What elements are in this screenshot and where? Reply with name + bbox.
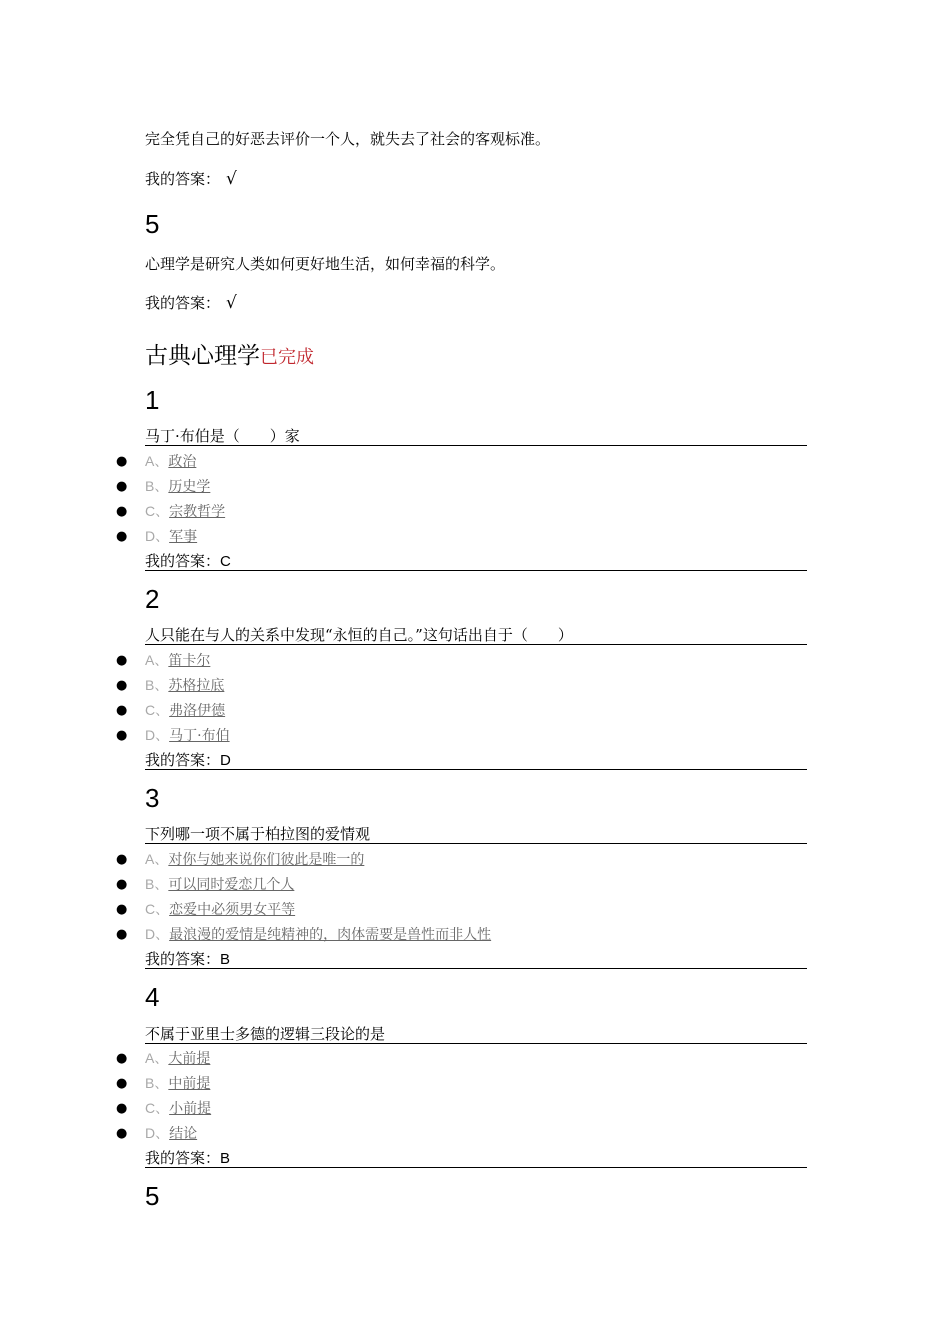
answer-value: C <box>220 553 231 570</box>
section-title <box>145 337 314 370</box>
answer-label: 我的答案： <box>145 552 221 570</box>
option-d[interactable]: ● D、马丁·布伯 <box>145 723 807 748</box>
option-d[interactable]: ● D、最浪漫的爱情是纯精神的，肉体需要是兽性而非人性 <box>145 922 807 947</box>
bullet-icon: ● <box>116 927 128 942</box>
option-link[interactable]: 马丁·布伯 <box>169 728 230 744</box>
answer-label: 我的答案： <box>145 294 221 312</box>
option-c[interactable]: ● C、弗洛伊德 <box>145 698 807 723</box>
option-c[interactable]: ● C、恋爱中必须男女平等 <box>145 897 807 922</box>
option-list <box>116 449 807 549</box>
question-number: 2 <box>145 584 160 614</box>
option-link[interactable]: 恋爱中必须男女平等 <box>169 902 296 918</box>
option-link[interactable]: 对你与她来说你们彼此是唯一的 <box>168 852 365 868</box>
question-number: 3 <box>145 783 160 813</box>
bullet-icon: ● <box>116 1126 128 1141</box>
answer-label: 我的答案： <box>145 950 221 968</box>
question-number: 5 <box>145 209 160 239</box>
answer-value: B <box>220 1150 231 1167</box>
my-answer <box>145 552 807 571</box>
option-link[interactable]: 笛卡尔 <box>168 653 211 669</box>
bullet-icon: ● <box>116 479 128 494</box>
bullet-icon: ● <box>116 504 128 519</box>
option-link[interactable]: 军事 <box>169 529 198 545</box>
bullet-icon: ● <box>116 454 128 469</box>
option-d[interactable]: ● D、结论 <box>145 1121 807 1146</box>
option-a[interactable]: ● A、政治 <box>145 449 807 474</box>
bullet-icon: ● <box>116 902 128 917</box>
section-name: 古典心理学 <box>145 343 260 369</box>
option-c[interactable]: ● C、小前提 <box>145 1096 807 1121</box>
option-link[interactable]: 可以同时爱恋几个人 <box>168 877 295 893</box>
option-link[interactable]: 宗教哲学 <box>169 504 226 520</box>
option-b[interactable]: ● B、中前提 <box>145 1071 807 1096</box>
bullet-icon: ● <box>116 1076 128 1091</box>
answer-value: B <box>220 951 231 968</box>
question-text: 不属于亚里士多德的逻辑三段论的是 <box>145 1025 807 1044</box>
question-number: 5 <box>145 1181 160 1211</box>
option-link[interactable]: 小前提 <box>169 1101 212 1117</box>
option-link[interactable]: 政治 <box>168 454 197 470</box>
question-text: 人只能在与人的关系中发现“永恒的自己。”这句话出自于（ ） <box>145 626 807 645</box>
option-link[interactable]: 最浪漫的爱情是纯精神的，肉体需要是兽性而非人性 <box>169 927 492 943</box>
option-link[interactable]: 历史学 <box>168 479 211 495</box>
bullet-icon: ● <box>116 877 128 892</box>
option-c[interactable]: ● C、宗教哲学 <box>145 499 807 524</box>
bullet-icon: ● <box>116 529 128 544</box>
bullet-icon: ● <box>116 852 128 867</box>
question-text: 马丁·布伯是（ ）家 <box>145 427 807 446</box>
option-link[interactable]: 中前提 <box>168 1076 211 1092</box>
option-b[interactable]: ● B、苏格拉底 <box>145 673 807 698</box>
option-list <box>116 648 807 748</box>
option-a[interactable]: ● A、对你与她来说你们彼此是唯一的 <box>145 847 807 872</box>
option-b[interactable]: ● B、历史学 <box>145 474 807 499</box>
option-list <box>116 847 807 947</box>
bullet-icon: ● <box>116 703 128 718</box>
bullet-icon: ● <box>116 653 128 668</box>
option-d[interactable]: ● D、军事 <box>145 524 807 549</box>
option-a[interactable]: ● A、笛卡尔 <box>145 648 807 673</box>
question-text: 下列哪一项不属于柏拉图的爱情观 <box>145 825 807 844</box>
my-answer <box>145 1149 807 1168</box>
option-list <box>116 1046 807 1146</box>
my-answer <box>145 950 807 969</box>
option-link[interactable]: 结论 <box>169 1126 198 1142</box>
bullet-icon: ● <box>116 728 128 743</box>
answer-label: 我的答案： <box>145 170 221 188</box>
question-text: 完全凭自己的好恶去评价一个人，就失去了社会的客观标准。 <box>145 130 551 148</box>
option-a[interactable]: ● A、大前提 <box>145 1046 807 1071</box>
bullet-icon: ● <box>116 1101 128 1116</box>
bullet-icon: ● <box>116 1051 128 1066</box>
check-mark-icon: √ <box>226 169 237 189</box>
question-number: 4 <box>145 982 160 1012</box>
option-b[interactable]: ● B、可以同时爱恋几个人 <box>145 872 807 897</box>
check-mark-icon: √ <box>226 293 237 313</box>
section-status: 已完成 <box>260 347 314 368</box>
bullet-icon: ● <box>116 678 128 693</box>
my-answer <box>145 751 807 770</box>
my-answer <box>145 168 237 189</box>
answer-label: 我的答案： <box>145 751 221 769</box>
option-link[interactable]: 弗洛伊德 <box>169 703 226 719</box>
option-link[interactable]: 大前提 <box>168 1051 211 1067</box>
option-link[interactable]: 苏格拉底 <box>168 678 225 694</box>
question-text: 心理学是研究人类如何更好地生活，如何幸福的科学。 <box>145 255 506 273</box>
answer-label: 我的答案： <box>145 1149 221 1167</box>
answer-value: D <box>220 752 231 769</box>
question-number: 1 <box>145 385 160 415</box>
my-answer <box>145 292 237 313</box>
